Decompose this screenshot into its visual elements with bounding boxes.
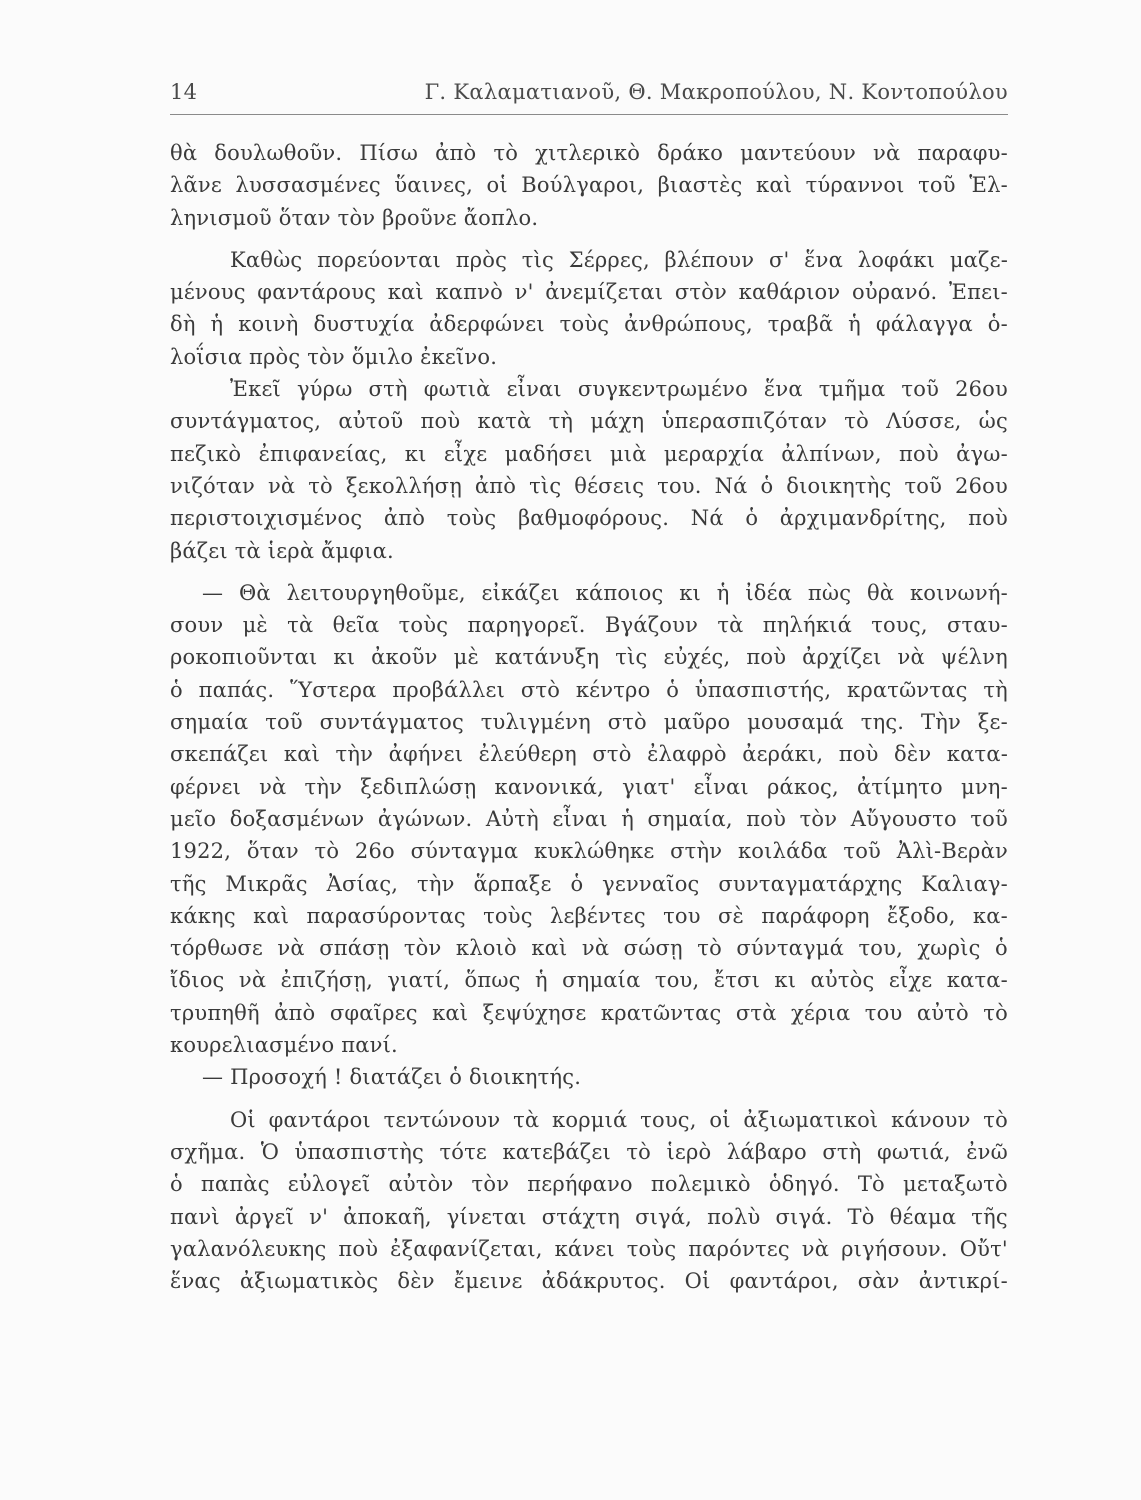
text-line: τῆς Μικρᾶς Ἀσίας, τὴν ἅρπαξε ὁ γενναῖος συνταγματάρχης Καλιαγ- [170,871,1008,896]
text-line: Καθὼς πορεύονται πρὸς τὶς Σέρρες, βλέπουν σ' ἕνα λοφάκι μαζε- [230,247,1008,272]
running-header [170,80,1008,115]
text-line: συντάγματος, αὐτοῦ ποὺ κατὰ τὴ μάχη ὑπερασπιζόταν τὸ Λύσσε, ὡς [170,409,1008,434]
text-line: τρυπηθῆ ἀπὸ σφαῖρες καὶ ξεψύχησε κρατῶντας στὰ χέρια του αὐτὸ τὸ [170,1000,1008,1025]
text-line: περιστοιχισμένος ἀπὸ τοὺς βαθμοφόρους. Νά ὁ ἀρχιμανδρίτης, ποὺ [170,506,1008,531]
text-line: ὁ παπὰς εὐλογεῖ αὐτὸν τὸν περήφανο πολεμικὸ ὁδηγό. Τὸ μεταξωτὸ [170,1172,1008,1197]
text-line: 1922, ὅταν τὸ 26ο σύνταγμα κυκλώθηκε στὴν κοιλάδα τοῦ Ἀλὶ-Βερὰν [170,839,1008,864]
text-line: ἴδιος νὰ ἐπιζήσῃ, γιατί, ὅπως ἡ σημαία του, ἔτσι κι αὐτὸς εἶχε κατα- [170,968,1008,993]
text-line: σημαία τοῦ συντάγματος τυλιγμένη στὸ μαῦρο μουσαμά της. Τὴν ξε- [170,710,1008,735]
text-line: πανὶ ἀργεῖ ν' ἀποκαῆ, γίνεται στάχτη σιγά, πολὺ σιγά. Τὸ θέαμα τῆς [170,1204,1008,1229]
text-line: Ἐκεῖ γύρω στὴ φωτιὰ εἶναι συγκεντρωμένο ἕνα τμῆμα τοῦ 26ου [230,377,1008,402]
text-line: δὴ ἡ κοινὴ δυστυχία ἀδερφώνει τοὺς ἀνθρώπους, τραβᾶ ἡ φάλαγγα ὁ- [170,312,1008,337]
text-line: νιζόταν νὰ τὸ ξεκολλήσῃ ἀπὸ τὶς θέσεις του. Νά ὁ διοικητὴς τοῦ 26ου [170,473,1008,498]
text-line: σχῆμα. Ὁ ὑπασπιστὴς τότε κατεβάζει τὸ ἱερὸ λάβαρο στὴ φωτιά, ἐνῶ [170,1139,1008,1164]
page-number: 14 [170,80,198,104]
text-line: γαλανόλευκης ποὺ ἐξαφανίζεται, κάνει τοὺς παρόντες νὰ ριγήσουν. Οὔτ' [170,1236,1008,1261]
text-line: ροκοπιοῦνται κι ἀκοῦν μὲ κατάνυξη τὶς εὐχές, ποὺ ἀρχίζει νὰ ψέλνη [170,645,1008,670]
text-line: ἕνας ἀξιωματικὸς δὲν ἔμεινε ἀδάκρυτος. Οἱ φαντάροι, σὰν ἀντικρί- [170,1269,1008,1294]
text-line: μεῖο δοξασμένων ἀγώνων. Αὐτὴ εἶναι ἡ σημαία, ποὺ τὸν Αὔγουστο τοῦ [170,806,1008,831]
text-line: σουν μὲ τὰ θεῖα τοὺς παρηγορεῖ. Βγάζουν τὰ πηλήκιά τους, σταυ- [170,613,1008,638]
text-line: βάζει τὰ ἱερὰ ἄμφια. [170,538,394,563]
text-line: λᾶνε λυσσασμένες ὕαινες, οἱ Βούλγαροι, βιαστὲς καὶ τύραννοι τοῦ Ἑλ- [170,173,1008,198]
text-line: — Θὰ λειτουργηθοῦμε, εἰκάζει κάποιος κι ἡ ἰδέα πὼς θὰ κοινωνή- [202,580,1008,605]
text-line: πεζικὸ ἐπιφανείας, κι εἶχε μαδήσει μιὰ μεραρχία ἀλπίνων, ποὺ ἀγω- [170,441,1008,466]
book-page [170,80,1008,1297]
text-line: φέρνει νὰ τὴν ξεδιπλώσῃ κανονικά, γιατ' εἶναι ράκος, ἀτίμητο μνη- [170,774,1008,799]
header-authors: Γ. Καλαματιανοῦ, Θ. Μακροπούλου, Ν. Κοντοπούλου [424,80,1008,104]
text-line: λοΐσια πρὸς τὸν ὅμιλο ἐκεῖνο. [170,344,498,369]
text-line: κάκης καὶ παρασύροντας τοὺς λεβέντες του σὲ παράφορη ἔξοδο, κα- [170,903,1008,928]
text-line: κουρελιασμένο πανί. [170,1033,398,1058]
body-text [170,137,1008,1297]
text-line: Οἱ φαντάροι τεντώνουν τὰ κορμιά τους, οἱ ἀξιωματικοὶ κάνουν τὸ [230,1107,1008,1132]
text-line: τόρθωσε νὰ σπάσῃ τὸν κλοιὸ καὶ νὰ σώσῃ τὸ σύνταγμά του, χωρὶς ὁ [170,936,1008,961]
text-line: σκεπάζει καὶ τὴν ἀφήνει ἐλεύθερη στὸ ἐλαφρὸ ἀεράκι, ποὺ δὲν κατα- [170,742,1008,767]
text-line: ληνισμοῦ ὅταν τὸν βροῦνε ἄοπλο. [170,205,539,230]
text-line: ὁ παπάς. Ὕστερα προβάλλει στὸ κέντρο ὁ ὑπασπιστής, κρατῶντας τὴ [170,677,1008,702]
text-line: μένους φαντάρους καὶ καπνὸ ν' ἀνεμίζεται στὸν καθάριον οὐρανό. Ἐπει- [170,280,1008,305]
text-line: — Προσοχή ! διατάζει ὁ διοικητής. [202,1065,582,1090]
text-line: θὰ δουλωθοῦν. Πίσω ἀπὸ τὸ χιτλερικὸ δράκο μαντεύουν νὰ παραφυ- [170,141,1008,165]
